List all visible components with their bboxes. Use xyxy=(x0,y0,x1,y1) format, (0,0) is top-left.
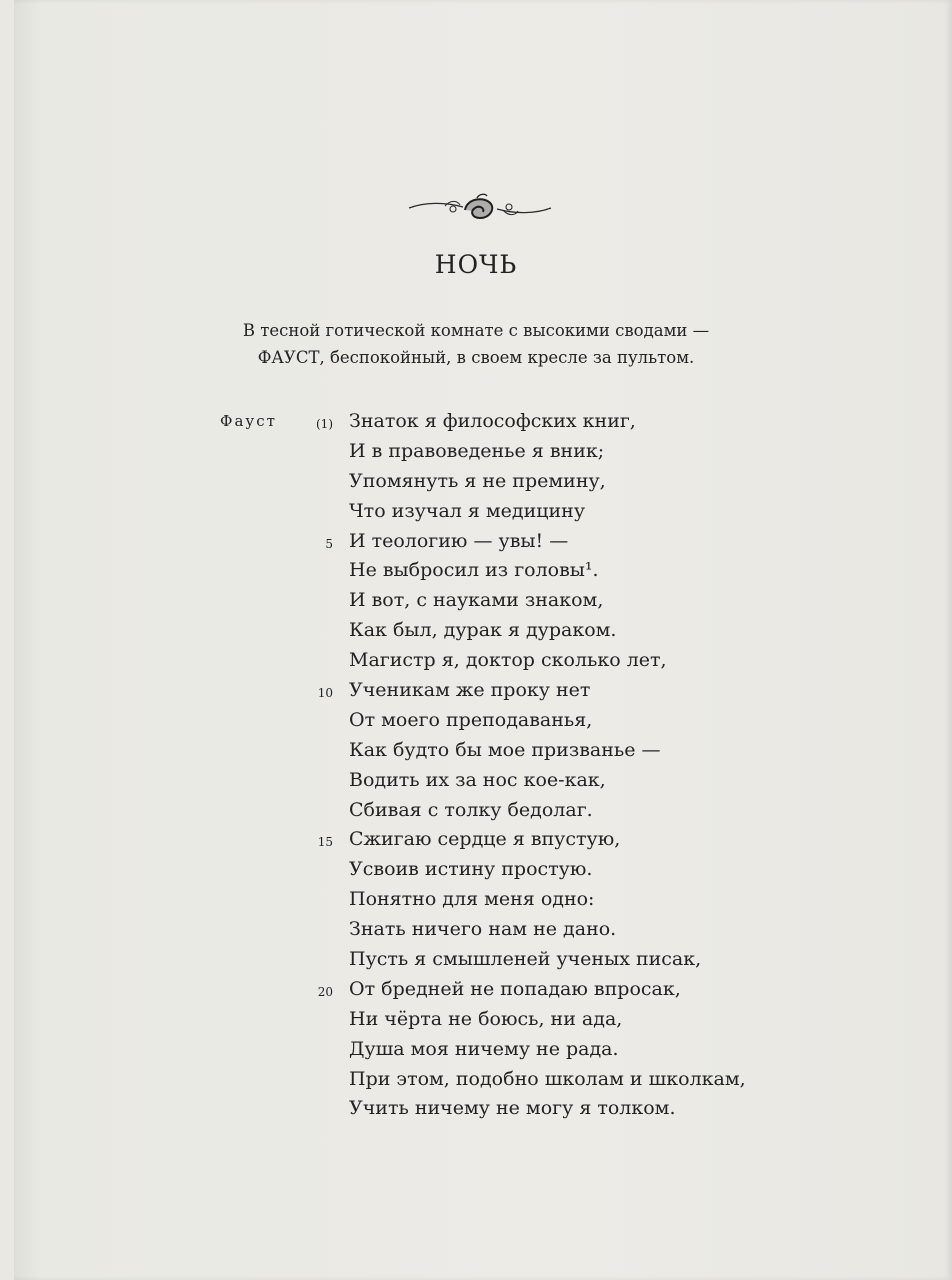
verse-text: Что изучал я медицину xyxy=(349,499,586,522)
verse-line xyxy=(349,1094,746,1124)
verse-line xyxy=(349,706,746,736)
verse-text: При этом, подобно школам и школкам, xyxy=(349,1067,746,1090)
verse-text: Учить ничему не могу я толком. xyxy=(349,1097,676,1120)
verse-line xyxy=(316,407,746,437)
verse-text: Понятно для меня одно: xyxy=(349,888,595,911)
verse-line xyxy=(349,437,746,467)
verse-text: Ученикам же проку нет xyxy=(349,679,591,702)
verse-text: От моего преподаванья, xyxy=(349,708,593,731)
verse-line xyxy=(349,766,746,796)
verse-text: Сбивая с толку бедолаг. xyxy=(349,798,593,821)
stage-direction-line: В тесной готической комнате с высокими сводами — xyxy=(242,321,710,340)
verse-text: Усвоив истину простую. xyxy=(349,858,593,881)
line-number: 20 xyxy=(317,984,333,999)
verse-text: Пусть я смышленей ученых писак, xyxy=(349,948,702,971)
line-number: 5 xyxy=(325,536,333,551)
verse-text: Душа моя ничему не рада. xyxy=(349,1037,619,1060)
chapter-title: НОЧЬ xyxy=(434,250,518,279)
verse-line xyxy=(349,945,746,975)
verse-line xyxy=(349,915,746,945)
verse-text: Водить их за нос кое-как, xyxy=(349,768,606,791)
verse-line xyxy=(349,1005,746,1035)
verse-line xyxy=(349,1065,746,1095)
verse-line xyxy=(349,646,746,676)
verse-line xyxy=(349,556,746,586)
verse-text: Упомянуть я не премину, xyxy=(349,469,606,492)
verse-block xyxy=(316,407,746,1124)
line-number: 15 xyxy=(317,835,333,850)
verse-line xyxy=(349,736,746,766)
verse-line xyxy=(349,497,746,527)
line-number: 10 xyxy=(317,686,333,701)
verse-text: Как был, дурак я дураком. xyxy=(349,619,617,642)
verse-text: И вот, с науками знаком, xyxy=(349,589,604,612)
verse-line xyxy=(349,885,746,915)
verse-line xyxy=(349,616,746,646)
verse-text: От бредней не попадаю впросак, xyxy=(349,977,681,1000)
verse-line xyxy=(317,975,746,1005)
verse-text: Магистр я, доктор сколько лет, xyxy=(349,649,667,672)
verse-text: Как будто бы мое призванье — xyxy=(349,738,661,761)
verse-line xyxy=(349,855,746,885)
verse-text: И теологию — увы! — xyxy=(349,529,569,552)
verse-line xyxy=(325,527,746,557)
speaker-name: Фауст xyxy=(220,412,277,430)
verse-line xyxy=(349,1035,746,1065)
verse-line xyxy=(317,825,746,855)
line-number: (1) xyxy=(316,417,333,431)
verse-line xyxy=(349,467,746,497)
verse-line xyxy=(349,796,746,826)
verse-text: Сжигаю сердце я впустую, xyxy=(349,828,621,851)
verse-text: И в правоведенье я вник; xyxy=(349,439,605,462)
verse-text: Знаток я философских книг, xyxy=(349,410,636,432)
flourish-ornament-icon xyxy=(405,190,555,226)
verse-text: Знать ничего нам не дано. xyxy=(349,918,617,941)
stage-direction-line: ФАУСТ, беспокойный, в своем кресле за пультом. xyxy=(257,348,695,367)
stage-direction xyxy=(0,317,952,371)
verse-line xyxy=(349,586,746,616)
verse-text: Ни чёрта не боюсь, ни ада, xyxy=(349,1007,623,1030)
verse-text: Не выбросил из головы¹. xyxy=(349,559,599,582)
verse-line xyxy=(317,676,746,706)
